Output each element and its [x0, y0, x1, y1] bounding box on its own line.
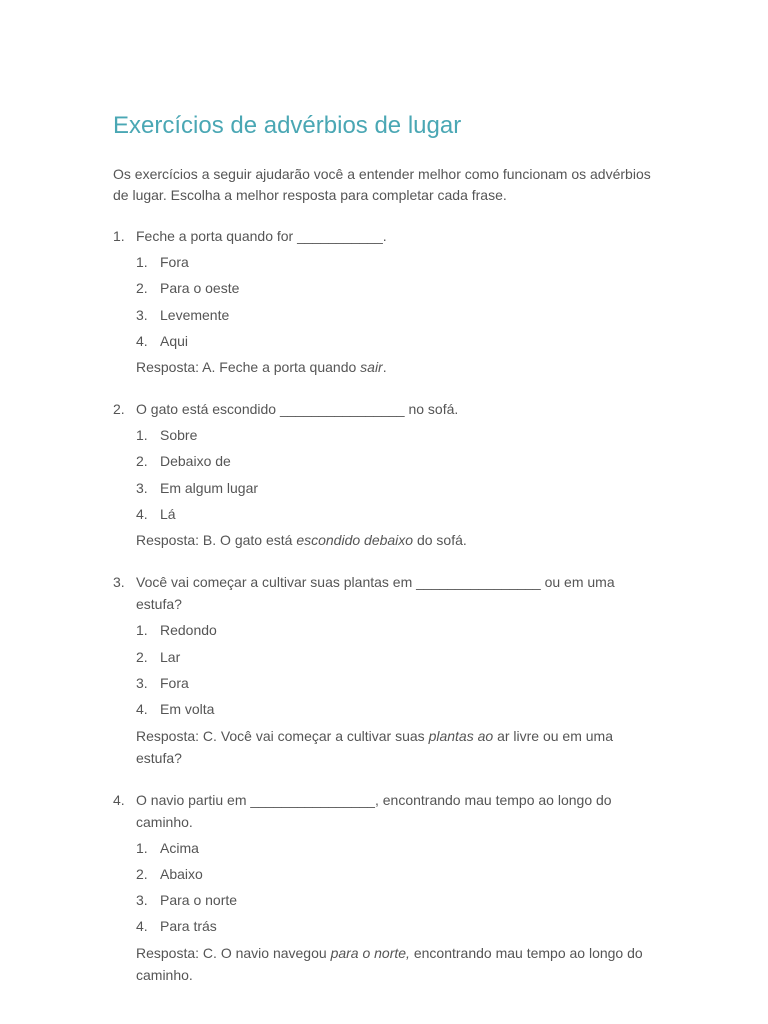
option-item	[136, 646, 653, 672]
option-item	[136, 889, 653, 915]
option-label: Levemente	[160, 306, 230, 323]
answer-prefix: Resposta: C. O navio navegou	[136, 944, 331, 961]
document-page	[113, 112, 653, 1006]
option-number: 1.	[136, 622, 148, 639]
option-number: 3.	[136, 892, 148, 909]
question-item	[113, 789, 653, 986]
question-item	[113, 225, 653, 378]
option-label: Para trás	[160, 918, 217, 935]
option-item	[136, 277, 653, 303]
option-label: Em volta	[160, 701, 215, 718]
option-label: Para o norte	[160, 892, 238, 909]
answer-suffix: .	[382, 359, 387, 376]
option-label: Redondo	[160, 622, 217, 639]
option-item	[136, 619, 653, 645]
option-item	[136, 477, 653, 503]
option-item	[136, 304, 653, 330]
answer-suffix: do sofá.	[413, 532, 467, 549]
option-number: 3.	[136, 306, 148, 323]
option-number: 2.	[136, 648, 148, 665]
option-item	[136, 424, 653, 450]
answer-text	[136, 356, 653, 378]
question-number: 4.	[113, 791, 125, 808]
intro-paragraph: Os exercícios a seguir ajudarão você a entender melhor como funcionam os advérbios de lugar. Escolha a melhor resposta para completar cada frase.	[113, 166, 651, 203]
option-item	[136, 863, 653, 889]
option-number: 4.	[136, 918, 148, 935]
option-number: 4.	[136, 506, 148, 523]
option-list	[136, 424, 653, 529]
question-number: 3.	[113, 574, 125, 591]
option-label: Em algum lugar	[160, 479, 259, 496]
answer-prefix: Resposta: B. O gato está	[136, 532, 297, 549]
option-number: 3.	[136, 674, 148, 691]
answer-emphasis: plantas ao	[428, 727, 494, 744]
option-number: 4.	[136, 332, 148, 349]
option-item	[136, 915, 653, 941]
question-item	[113, 398, 653, 551]
answer-emphasis: escondido debaixo	[296, 532, 414, 549]
question-text: Você vai começar a cultivar suas plantas em ________________ ou em uma estufa?	[136, 574, 615, 613]
option-item	[136, 330, 653, 356]
option-label: Debaixo de	[160, 453, 231, 470]
option-item	[136, 698, 653, 724]
option-number: 2.	[136, 280, 148, 297]
option-number: 1.	[136, 427, 148, 444]
option-item	[136, 251, 653, 277]
question-number: 2.	[113, 401, 125, 418]
question-text: Feche a porta quando for ___________.	[136, 228, 387, 244]
question-number: 1.	[113, 228, 125, 244]
question-item	[113, 571, 653, 768]
option-label: Acima	[160, 839, 199, 856]
answer-text	[136, 942, 653, 986]
option-label: Lar	[160, 648, 181, 665]
answer-prefix: Resposta: C. Você vai começar a cultivar suas	[136, 727, 429, 744]
answer-emphasis: sair	[360, 359, 383, 376]
answer-prefix: Resposta: A. Feche a porta quando	[136, 359, 361, 376]
option-item	[136, 503, 653, 529]
option-item	[136, 837, 653, 863]
option-label: Sobre	[160, 427, 198, 444]
option-number: 3.	[136, 479, 148, 496]
option-label: Fora	[160, 254, 189, 270]
option-number: 1.	[136, 254, 148, 270]
answer-suffix: ar livre ou em uma estufa?	[136, 727, 614, 766]
answer-text	[136, 529, 653, 551]
answer-suffix: encontrando mau tempo ao longo do caminho.	[136, 944, 643, 983]
option-label: Aqui	[160, 332, 189, 349]
option-label: Para o oeste	[160, 280, 240, 297]
page-title: Exercícios de advérbios de lugar	[113, 112, 462, 139]
answer-text	[136, 725, 653, 769]
option-label: Abaixo	[160, 865, 203, 882]
question-list	[113, 225, 653, 986]
answer-emphasis: para o norte,	[330, 944, 410, 961]
option-number: 4.	[136, 701, 148, 718]
option-item	[136, 672, 653, 698]
option-number: 2.	[136, 453, 148, 470]
option-number: 1.	[136, 839, 148, 856]
option-label: Fora	[160, 674, 189, 691]
option-list	[136, 837, 653, 942]
question-text: O navio partiu em ________________, encontrando mau tempo ao longo do caminho.	[136, 791, 612, 830]
question-text: O gato está escondido ________________ no sofá.	[136, 401, 459, 418]
option-list	[136, 251, 653, 356]
option-list	[136, 619, 653, 724]
option-number: 2.	[136, 865, 148, 882]
option-item	[136, 450, 653, 476]
option-label: Lá	[160, 506, 176, 523]
